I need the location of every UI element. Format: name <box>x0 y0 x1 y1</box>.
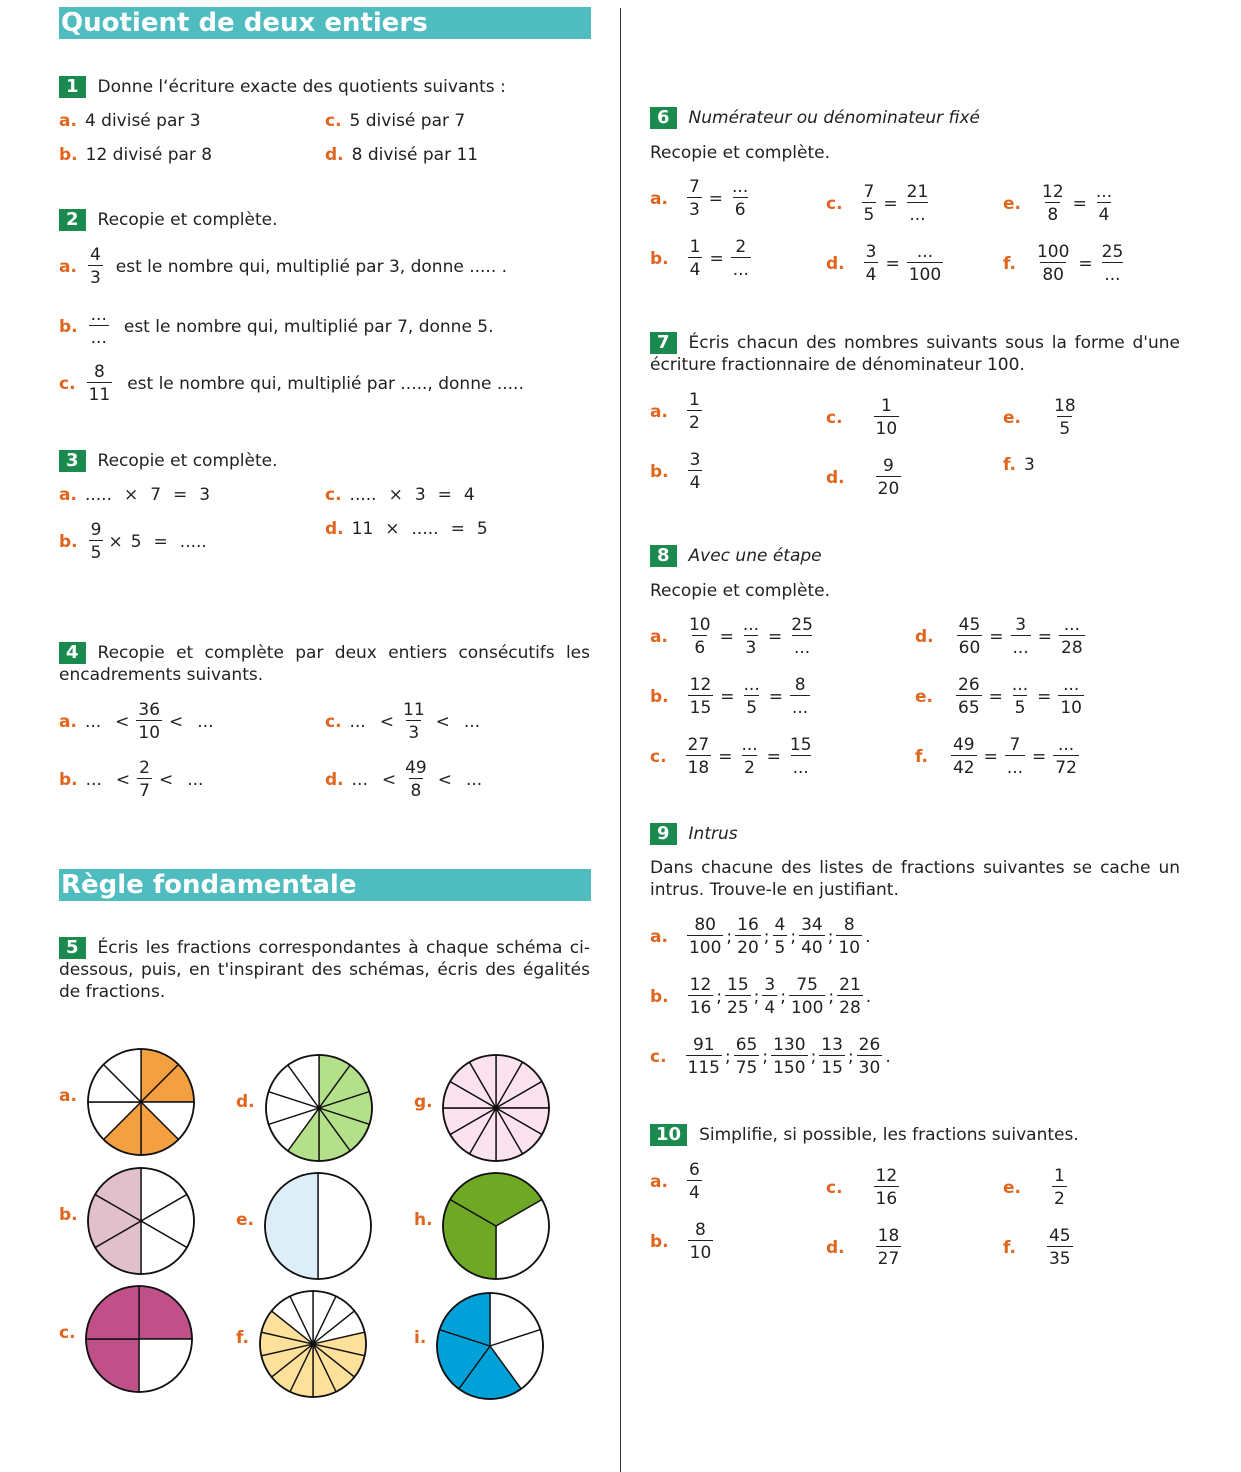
ex6-item-e: e. $\frac{12}{8}$ = ... 4 <box>1003 182 1113 225</box>
ex3-item-c: c. ..... × 3 = 4 <box>325 485 475 505</box>
exercise-4-heading <box>59 642 590 686</box>
exercise-3-heading <box>59 450 278 472</box>
pie-label-a: a. <box>59 1086 77 1106</box>
fraction: 8 11 <box>88 362 111 405</box>
ex4-item-d: d. ... < 49 8 < ... <box>325 758 483 801</box>
ex6-item-b: b. $\frac{1}{4}$ = 2 ... <box>650 237 749 280</box>
ex6-item-f: f. $\frac{100}{80}$ = 25 ... <box>1003 242 1124 285</box>
ex8-item-e: e. $\frac{26}{65}$ = ... 5 = ... 10 <box>915 675 1082 718</box>
ex4-item-b: b. ... < 2 7 < ... <box>59 758 204 801</box>
pie-label-d: d. <box>236 1092 255 1112</box>
ex1-item-d: d. 8 divisé par 11 <box>325 145 479 165</box>
ex10-item-f: f. 45 35 <box>1003 1226 1071 1269</box>
pie-label-i: i. <box>414 1328 427 1348</box>
ex3-item-a: a. ..... × 7 = 3 <box>59 485 211 505</box>
pie-chart-e <box>264 1172 372 1280</box>
exercise-number: 3 <box>59 450 86 472</box>
exercise-number: 1 <box>59 76 86 98</box>
ex9-instruction: Dans chacune des listes de fractions suivantes se cache un intrus. Trouve-le en justifiant. <box>650 858 1180 900</box>
ex9-item-a: a. 80 100 ; 16 20 ; 4 5 ; 34 40 ; 8 10 . <box>650 915 871 958</box>
exercise-1-heading <box>59 76 506 98</box>
ex2-item-b: b. ... ... est le nombre qui, multiplié par 7, donne 5. <box>59 305 494 348</box>
ex7-item-b: b. 3 4 <box>650 450 701 493</box>
exercise-title: Numérateur ou dénominateur fixé <box>688 108 981 128</box>
exercise-number: 9 <box>650 823 677 845</box>
ex7-item-d: d. 9 20 <box>826 456 900 499</box>
exercise-number: 6 <box>650 107 677 129</box>
exercise-instruction: Écris chacun des nombres suivants sous la forme d'une écriture fractionnaire de dénominateur 100. <box>650 333 1180 375</box>
exercise-number: 8 <box>650 545 677 567</box>
exercise-7-heading <box>650 332 1180 376</box>
pie-chart-h <box>442 1172 550 1280</box>
ex7-item-f: f. 3 <box>1003 455 1035 475</box>
ex6-item-a: a. $\frac{7}{3}$ = ... 6 <box>650 177 749 220</box>
ex1-item-b: b. 12 divisé par 8 <box>59 145 213 165</box>
exercise-9-heading <box>650 823 738 845</box>
pie-chart-d <box>265 1054 373 1162</box>
exercise-2-heading <box>59 209 278 231</box>
pie-chart-b <box>87 1167 195 1275</box>
ex9-item-b: b. 12 16 ; 15 25 ; 3 4 ; 75 100 ; 21 28 . <box>650 975 872 1018</box>
pie-slice-e-0 <box>318 1173 371 1279</box>
ex8-instruction: Recopie et complète. <box>650 581 830 601</box>
ex7-item-a: a. 1 2 <box>650 390 700 433</box>
ex8-item-b: b. $\frac{12}{15}$ = ... 5 = 8 ... <box>650 675 809 718</box>
pie-label-b: b. <box>59 1205 78 1225</box>
exercise-6-heading <box>650 107 980 129</box>
exercise-instruction: Recopie et complète par deux entiers consécutifs les encadrements suivants. <box>59 643 590 685</box>
ex6-instruction: Recopie et complète. <box>650 143 830 163</box>
exercise-instruction: Recopie et complète. <box>97 210 278 230</box>
pie-label-c: c. <box>59 1323 76 1343</box>
exercise-instruction: Recopie et complète. <box>97 451 278 471</box>
pie-label-f: f. <box>236 1328 249 1348</box>
ex1-item-a: a. 4 divisé par 3 <box>59 111 201 131</box>
exercise-8-heading <box>650 545 822 567</box>
exercise-5-heading <box>59 937 590 1003</box>
ex7-item-c: c. 1 10 <box>826 396 898 439</box>
ex7-item-e: e. 18 5 <box>1003 396 1076 439</box>
exercise-number: 2 <box>59 209 86 231</box>
ex8-item-c: c. $\frac{27}{18}$ = ... 2 = 15 ... <box>650 735 812 778</box>
fraction: 4 3 <box>89 245 101 288</box>
section-title-quotient: Quotient de deux entiers <box>59 7 591 39</box>
exercise-number: 10 <box>650 1124 687 1146</box>
ex3-item-d: d. 11 × ..... = 5 <box>325 519 488 539</box>
ex10-item-e: e. 1 2 <box>1003 1166 1065 1209</box>
section-title-regle: Règle fondamentale <box>59 869 591 901</box>
ex10-item-d: d. 18 27 <box>826 1226 900 1269</box>
ex6-item-c: c. $\frac{7}{5}$ = 21 ... <box>826 182 929 225</box>
ex10-item-c: c. 12 16 <box>826 1166 898 1209</box>
pie-chart-f <box>259 1290 367 1398</box>
ex4-item-c: c. ... < 11 3 < ... <box>325 700 481 743</box>
exercise-title: Avec une étape <box>688 546 822 566</box>
ex8-item-a: a. $\frac{10}{6}$ = ... 3 = 25 ... <box>650 615 813 658</box>
exercise-instruction: Écris les fractions correspondantes à chaque schéma ci-dessous, puis, en t'inspirant des schémas, écris des égalités de fractions. <box>59 938 590 1002</box>
exercise-number: 4 <box>59 642 86 664</box>
ex6-item-d: d. $\frac{3}{4}$ = ... 100 <box>826 242 942 285</box>
pie-chart-g <box>442 1054 550 1162</box>
pie-slice-e-1 <box>265 1173 318 1279</box>
exercise-instruction: Donne l‘écriture exacte des quotients suivants : <box>97 77 506 97</box>
pie-chart-i <box>436 1292 544 1400</box>
pie-chart-a <box>87 1048 195 1156</box>
pie-chart-c <box>85 1285 193 1393</box>
pie-label-h: h. <box>414 1210 433 1230</box>
exercise-instruction: Simplifie, si possible, les fractions suivantes. <box>699 1125 1079 1145</box>
exercise-title: Intrus <box>688 824 738 844</box>
column-divider <box>620 8 621 1472</box>
ex8-item-f: f. $\frac{49}{42}$ = 7 ... = ... 72 <box>915 735 1077 778</box>
ex2-item-c: c. 8 11 est le nombre qui, multiplié par ....., donne ..... <box>59 362 524 405</box>
exercise-number: 7 <box>650 332 677 354</box>
ex1-item-c: c. 5 divisé par 7 <box>325 111 466 131</box>
fraction: ... ... <box>90 305 107 348</box>
ex9-item-c: c. 91 115 ; 65 75 ; 130 150 ; 13 15 ; 26 30 . <box>650 1035 891 1078</box>
ex3-item-b: b. $\frac{9}{5}$ × 5 = ..... <box>59 520 207 563</box>
ex8-item-d: d. $\frac{45}{60}$ = 3 ... = ... 28 <box>915 615 1083 658</box>
pie-label-g: g. <box>414 1092 433 1112</box>
exercise-number: 5 <box>59 937 86 959</box>
ex4-item-a: a. ... < 36 10 < ... <box>59 700 214 743</box>
ex2-item-a: a. 4 3 est le nombre qui, multiplié par 3, donne ..... . <box>59 245 508 288</box>
ex10-item-b: b. 8 10 <box>650 1220 712 1263</box>
ex10-item-a: a. 6 4 <box>650 1160 700 1203</box>
exercise-10-heading <box>650 1124 1079 1146</box>
pie-label-e: e. <box>236 1210 254 1230</box>
